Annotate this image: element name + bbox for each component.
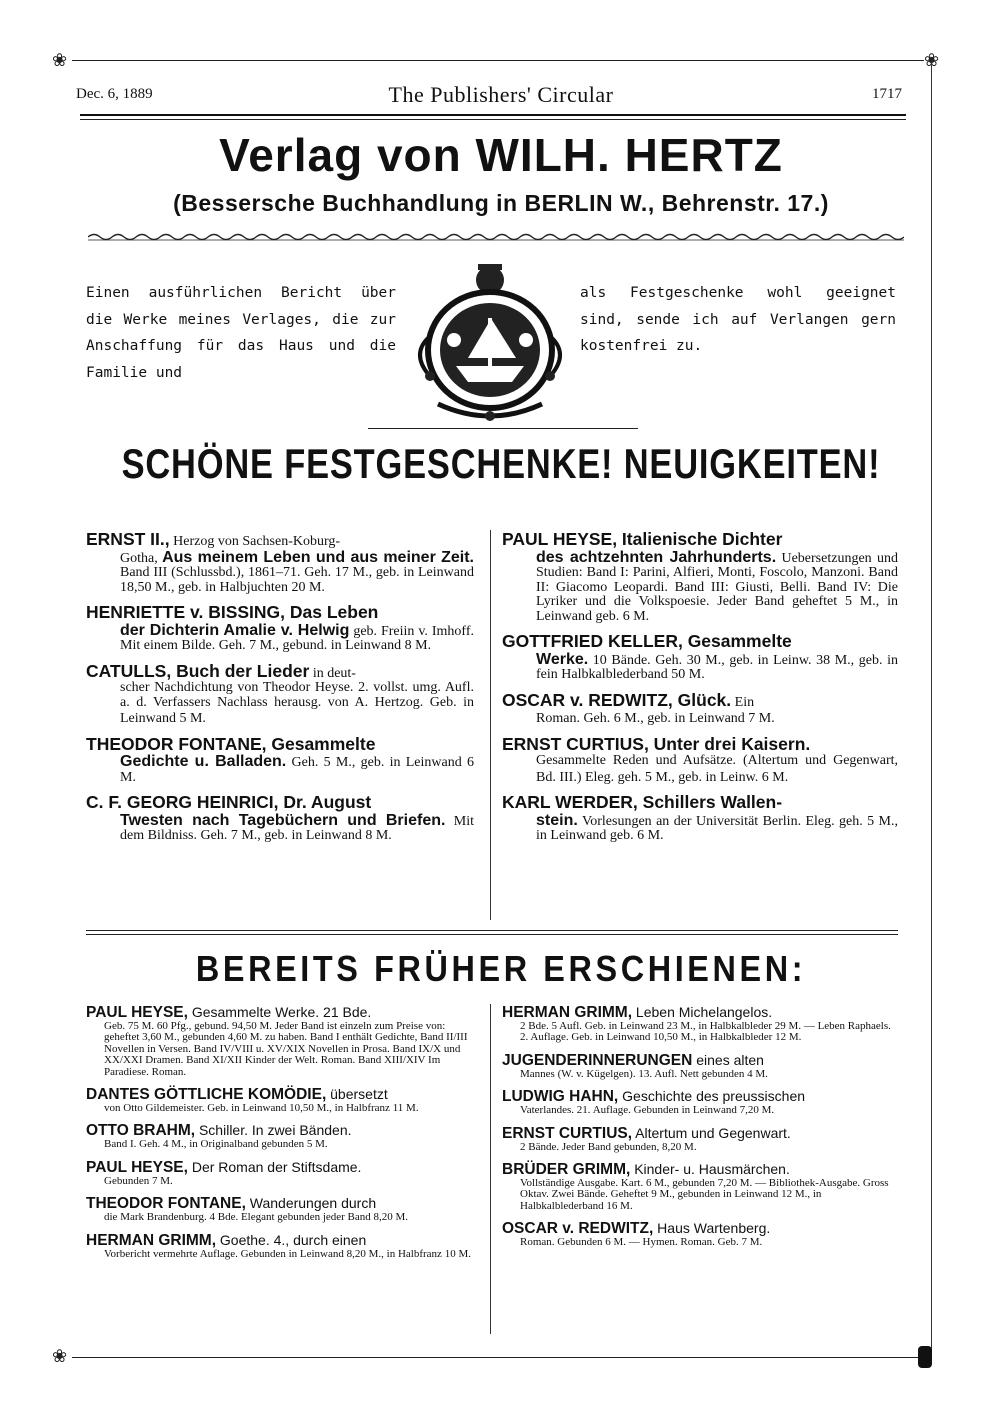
book-entry: THEODOR FONTANE, Wanderungen durch die Mark Brandenburg. 4 Bde. Elegant gebunden jeder Band 8,20 M. — [86, 1195, 409, 1224]
publisher-name: Verlag von WILH. HERTZ — [219, 129, 783, 181]
new-releases-right-column — [502, 530, 898, 852]
book-entry: C. F. GEORG HEINRICI, Dr. August Twesten nach Tagebüchern und Briefen. Mit dem Bildniss. Geh. 7 M., geb. in Leinwand 8 M. — [86, 792, 474, 843]
corner-ornament-top-left: ❀ — [52, 50, 68, 71]
intro-text-left: Einen ausführlichen Bericht über die Werke meines Verlages, die zur Anschaffung für das Haus und die Familie und — [86, 285, 396, 381]
book-entry: ERNST II., Herzog von Sachsen-Koburg- Gotha, Aus meinem Leben und aus meiner Zeit. Band III (Schlussbd.), 1861–71. Geh. 17 M., geb. in Leinwand 18,50 M., geb. in Halbjuchten 20 M. — [86, 529, 474, 595]
section-rule — [86, 930, 898, 931]
book-entry: PAUL HEYSE, Der Roman der Stiftsdame. Gebunden 7 M. — [86, 1158, 362, 1187]
corner-ornament-bottom-left: ❀ — [52, 1346, 68, 1367]
header-rule-thin — [80, 119, 906, 120]
book-entry: CATULLS, Buch der Lieder in deut- scher Nachdichtung von Theodor Heyse. 2. vollst. umg. Aufl. a. d. Verfassers Nachlass herausg. von A. Hertzog. Geb. in Leinwand 5 M. — [86, 660, 474, 726]
column-divider — [490, 530, 491, 920]
column-divider — [490, 1004, 491, 1334]
bottom-rule — [72, 1357, 924, 1358]
earlier-releases-left-column — [86, 1004, 476, 1268]
book-entry: DANTES GÖTTLICHE KOMÖDIE, übersetzt von Otto Gildemeister. Geb. in Leinwand 10,50 M., in Halbfranz 11 M. — [86, 1086, 419, 1115]
headline-new-releases: SCHÖNE FESTGESCHENKE! NEUIGKEITEN! — [121, 440, 881, 487]
book-entry: JUGENDERINNERUNGEN eines alten Mannes (W. v. Kügelgen). 13. Aufl. Nett gebunden 4 M. — [502, 1051, 768, 1080]
header-rule — [80, 114, 906, 116]
right-margin-rule — [931, 60, 932, 1360]
book-entry: BRÜDER GRIMM, Kinder- u. Hausmärchen. Vollständige Ausgabe. Kart. 6 M., gebunden 7,20 M. — Bibliothek-Ausgabe. Gross Oktav. Zwei Bände. Geheftet 9 M., gebunden in Leinwand 12 M., in Halbkalblederband 16 M. — [502, 1161, 889, 1212]
book-entry: ERNST CURTIUS, Unter drei Kaisern. Gesammelte Reden und Aufsätze. (Altertum und Gegenwart, Bd. III.) Eleg. geh. 5 M., geb. in Leinw. 6 M. — [502, 733, 898, 785]
book-entry: GOTTFRIED KELLER, Gesammelte Werke. 10 Bände. Geh. 30 M., geb. in Leinw. 38 M., geb. in fein Halbkalblederband 50 M. — [502, 631, 898, 682]
page-number: 1717 — [872, 86, 902, 102]
book-entry: OSCAR v. REDWITZ, Glück. Ein Roman. Geh. 6 M., geb. in Leinwand 7 M. — [502, 689, 775, 726]
book-entry: PAUL HEYSE, Italienische Dichter des achtzehnten Jahrhunderts. Uebersetzungen und Studien: Band I: Parini, Alfieri, Monti, Foscolo, Manzoni. Band II: Giacomo Leopardi. Band III: Giusti, Belli. Band IV: Die Lyriker und die Volkspoesie. Jeder Band geheftet 5 M., in Leinwand geb. 6 M. — [502, 529, 898, 624]
book-entry: OSCAR v. REDWITZ, Haus Wartenberg. Roman. Gebunden 6 M. — Hymen. Roman. Geb. 7 M. — [502, 1220, 771, 1249]
publisher-emblem-icon — [408, 258, 572, 426]
book-entry: HERMAN GRIMM, Goethe. 4., durch einen Vorbericht vermehrte Auflage. Gebunden in Leinwand 8,20 M., in Halbfranz 10 M. — [86, 1231, 471, 1260]
book-entry: HENRIETTE v. BISSING, Das Leben der Dichterin Amalie v. Helwig geb. Freiin v. Imhoff. Mit einem Bilde. Geh. 7 M., gebund. in Leinwand 8 M. — [86, 602, 474, 653]
issue-date: Dec. 6, 1889 — [76, 86, 153, 102]
earlier-releases-right-column — [502, 1004, 898, 1257]
publisher-address: (Bessersche Buchhandlung in BERLIN W., Behrenstr. 17.) — [173, 190, 829, 216]
headline-earlier-releases: BEREITS FRÜHER ERSCHIENEN: — [195, 948, 807, 989]
top-rule — [72, 60, 924, 61]
section-rule-thin — [86, 934, 898, 935]
bottom-right-mark — [918, 1346, 932, 1368]
intro-rule — [368, 428, 638, 429]
new-releases-left-column — [86, 530, 474, 852]
book-entry: KARL WERDER, Schillers Wallen- stein. Vorlesungen an der Universität Berlin. Eleg. geh. 5 M., in Leinwand geb. 6 M. — [502, 792, 898, 843]
book-entry: ERNST CURTIUS, Altertum und Gegenwart. 2 Bände. Jeder Band gebunden, 8,20 M. — [502, 1124, 791, 1153]
book-entry: LUDWIG HAHN, Geschichte des preussischen Vaterlandes. 21. Auflage. Gebunden in Leinwand 7,20 M. — [502, 1088, 806, 1117]
book-entry: THEODOR FONTANE, Gesammelte Gedichte u. Balladen. Geh. 5 M., geb. in Leinwand 6 M. — [86, 733, 475, 785]
book-entry: HERMAN GRIMM, Leben Michelangelos. 2 Bde. 5 Aufl. Geb. in Leinwand 23 M., in Halbkalbleder 29 M. — Leben Raphaels. 2. Auflage. Geb. in Leinwand 10,50 M., in Halbkalbleder 12 M. — [502, 1004, 891, 1044]
intro-text-right: als Festgeschenke wohl geeignet sind, sende ich auf Verlangen gern kostenfrei zu. — [580, 285, 896, 354]
book-entry: OTTO BRAHM, Schiller. In zwei Bänden. Band I. Geh. 4 M., in Originalband gebunden 5 M. — [86, 1122, 352, 1151]
wavy-divider — [88, 232, 904, 242]
journal-title: The Publishers' Circular — [388, 82, 614, 107]
corner-ornament-top-right: ❀ — [924, 50, 940, 71]
book-entry: PAUL HEYSE, Gesammelte Werke. 21 Bde. Geb. 75 M. 60 Pfg., gebund. 94,50 M. Jeder Band ist einzeln zum Preise von: geheftet 3,60 M., gebunden 4,60 M. zu haben. Band I enthält Gedichte, Band II/III Novellen in Versen. Band IV/VIII u. XV/XIX Novellen in Prosa. Band IX/X und XX/XXI Dramen. Band XI/XII Kinder der Welt. Roman. Band XIII/XIV Im Paradiese. Roman. — [86, 1004, 468, 1078]
